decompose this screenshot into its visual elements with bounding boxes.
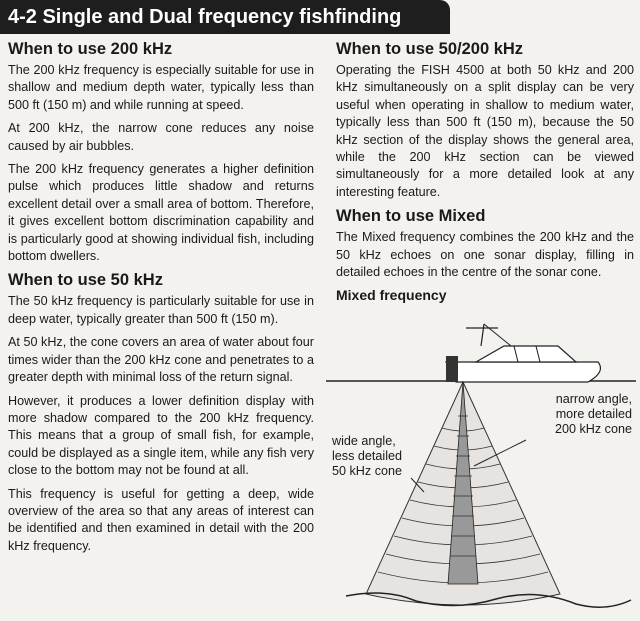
sonar-cone-figure bbox=[326, 316, 636, 616]
boat-hull bbox=[446, 362, 600, 382]
figure-title: Mixed frequency bbox=[336, 287, 447, 304]
title-bar bbox=[0, 0, 450, 34]
heading-200khz: When to use 200 kHz bbox=[8, 40, 173, 58]
heading-50-200khz: When to use 50/200 kHz bbox=[336, 40, 524, 58]
paragraph: At 50 kHz, the cone covers an area of water about four times wider than the 200 kHz cone and penetrates to a greater depth with minimal loss of the return signal. bbox=[8, 335, 314, 385]
heading-mixed: When to use Mixed bbox=[336, 207, 486, 226]
paragraph: This frequency is useful for getting a deep, wide overview of the area so that any areas of interest can be identified and then examined in detail with the 200 kHz frequency. bbox=[8, 486, 314, 553]
right-column bbox=[336, 40, 634, 303]
paragraph: The 200 kHz frequency generates a higher definition pulse which produces little shadow and returns excellent detail over a small area of bottom. Therefore, it gives excellent bottom discrimination capability and is particularly good at showing individual fish, including bottom dwellers. bbox=[8, 162, 314, 264]
paragraph: However, it produces a lower definition display with more shadow compared to the 200 kHz frequency. This means that a group of small fish, for example, could be displayed as a single item, while any fish very close to the bottom may not be found at all. bbox=[8, 393, 314, 478]
paragraph: At 200 kHz, the narrow cone reduces any noise caused by air bubbles. bbox=[8, 121, 314, 153]
boat-cabin bbox=[476, 346, 576, 362]
paragraph: The 50 kHz frequency is particularly suitable for use in deep water, typically greater than 500 ft (150 m). bbox=[8, 294, 314, 326]
left-column bbox=[8, 40, 314, 561]
wide-cone-label: wide angle, less detailed 50 kHz cone bbox=[332, 434, 403, 478]
outboard-motor bbox=[446, 356, 458, 382]
paragraph: The Mixed frequency combines the 200 kHz and the 50 kHz echoes on one sonar display, filling in detailed echoes in the centre of the sonar cone. bbox=[336, 230, 634, 280]
boat-mast bbox=[481, 324, 484, 346]
narrow-cone-label: narrow angle, more detailed 200 kHz cone bbox=[554, 392, 632, 436]
page-title: 4-2 Single and Dual frequency fishfinding bbox=[8, 6, 402, 28]
heading-50khz: When to use 50 kHz bbox=[8, 271, 163, 290]
paragraph: Operating the FISH 4500 at both 50 kHz and 200 kHz simultaneously on a split display can be very useful when operating in shallow to medium water, typically less than 500 ft (150 m), because the 50 kHz section of the display shows the general area, while the 200 kHz section can be viewed simultaneously for a more detailed look at any interesting feature. bbox=[336, 63, 634, 199]
paragraph: The 200 kHz frequency is especially suitable for use in shallow and medium depth water, typically less than 500 ft (150 m) and while running at speed. bbox=[8, 63, 314, 112]
